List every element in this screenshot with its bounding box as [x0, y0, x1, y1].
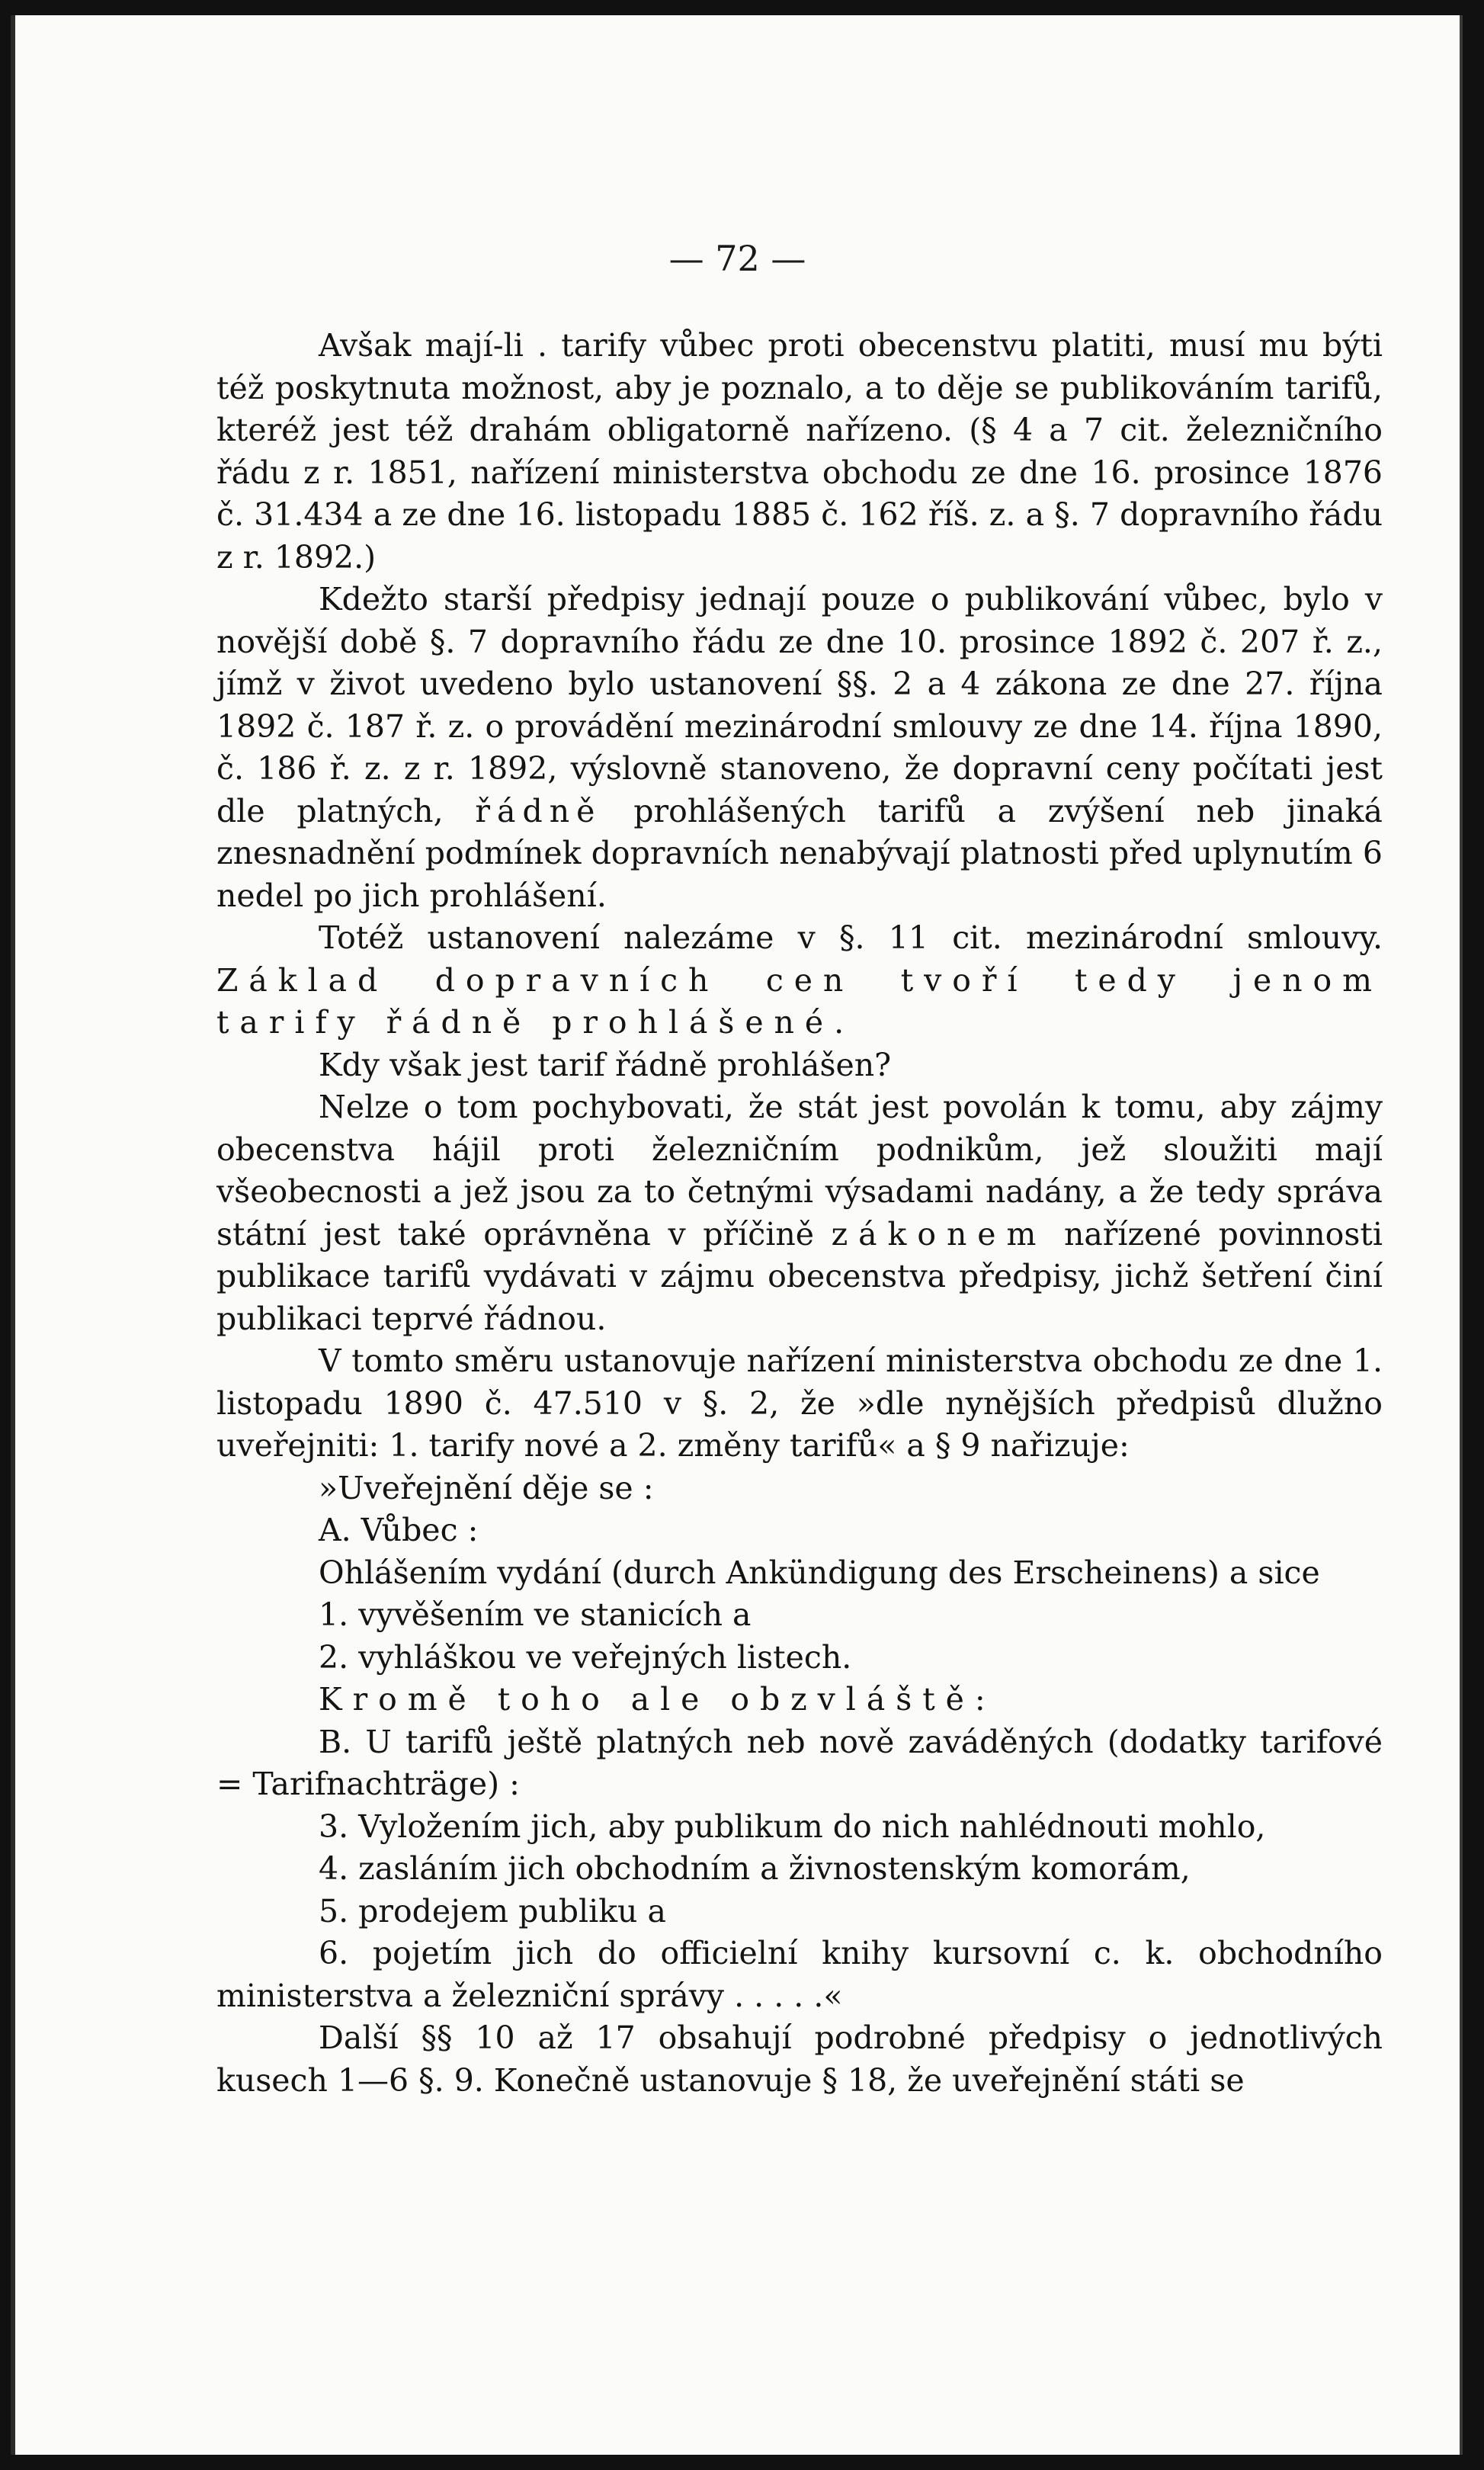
list-line-2: A. Vůbec : — [319, 1512, 479, 1548]
paragraph-5 — [216, 1086, 1383, 1340]
list-line-1: »Uveřejnění děje se : — [319, 1469, 654, 1506]
emphasis-zaklad: Základ dopravních cen tvoří tedy jenom tarify řádně prohlášené. — [216, 961, 1383, 1041]
paragraph-5-part-a: Nelze o tom pochybovati, že stát jest povolán k tomu, aby zájmy obecenstva hájil proti železničním podnikům, jež sloužiti mají všeobecnosti a jež jsou za to četnými výsadami nadány, a že tedy správa státní jest také oprávněna v příčině — [216, 1089, 1383, 1253]
paragraph-6: V tomto směru ustanovuje nařízení ministerstva obchodu ze dne 1. listopadu 1890 č. 47.510 v §. 2, že »dle nynějších předpisů dlužno uveřejniti: 1. tarify nové a 2. změny tarifů« a § 9 nařizuje: — [216, 1342, 1383, 1464]
paragraph-3-part-a: Totéž ustanovení nalezáme v §. 11 cit. mezinárodní smlouvy. — [319, 919, 1383, 956]
emphasis-zakonem: zákonem — [831, 1215, 1047, 1253]
book-page — [11, 15, 1463, 2455]
paragraph-3 — [216, 917, 1383, 1044]
list-line-3: Ohlášením vydání (durch Ankündigung des Erscheinens) a sice — [319, 1554, 1320, 1591]
paragraph-7: B. U tarifů ještě platných neb nově zaváděných (dodatky tarifové = Tarifnachträge) : — [216, 1723, 1383, 1802]
paragraph-2 — [216, 579, 1383, 917]
list-line-4: 1. vyvěšením ve stanicích a — [319, 1596, 752, 1633]
emphasis-radne: řádně — [475, 792, 602, 829]
paragraph-2-part-b: prohlášených tarifů a zvýšení neb jinaká znesnadnění podmínek dopravních nenabývají platnosti před uplynutím 6 nedel po jich prohlášení. — [216, 792, 1383, 914]
paragraph-4: Kdy však jest tarif řádně prohlášen? — [319, 1046, 892, 1083]
body-text — [216, 325, 1383, 2102]
paragraph-8: 6. pojetím jich do officielní knihy kursovní c. k. obchodního ministerstva a železniční správy . . . . .« — [216, 1935, 1383, 2014]
page-number: — 72 — — [668, 238, 806, 279]
paragraph-1: Avšak mají-li . tarify vůbec proti obecenstvu platiti, musí mu býti též poskytnuta možnost, aby je poznalo, a to děje se publikováním tarifů, kteréž jest též drahám obligatorně nařízeno. (§ 4 a 7 cit. železničního řádu z r. 1851, nařízení ministerstva obchodu ze dne 16. prosince 1876 č. 31.434 a ze dne 16. listopadu 1885 č. 162 říš. z. a §. 7 dopravního řádu z r. 1892.) — [216, 327, 1383, 576]
list-line-5: 2. vyhláškou ve veřejných listech. — [319, 1638, 852, 1676]
list-line-8: 4. zasláním jich obchodním a živnostenským komorám, — [319, 1850, 1191, 1887]
paragraph-5-part-b: nařízené povinnosti publikace tarifů vydávati v zájmu obecenstva předpisy, jichž šetření činí publikaci teprvé řádnou. — [216, 1215, 1383, 1337]
paragraph-2-part-a: Kdežto starší předpisy jednají pouze o publikování vůbec, bylo v novější době §. 7 dopravního řádu ze dne 10. prosince 1892 č. 207 ř. z., jímž v život uvedeno bylo ustanovení §§. 2 a 4 zákona ze dne 27. října 1892 č. 187 ř. z. o provádění mezinárodní smlouvy ze dne 14. října 1890, č. 186 ř. z. z r. 1892, výslovně stanoveno, že dopravní ceny počítati jest dle platných, — [216, 581, 1383, 829]
list-line-6: Kromě toho ale obzvláště: — [319, 1681, 996, 1718]
list-line-7: 3. Vyložením jich, aby publikum do nich nahlédnouti mohlo, — [319, 1808, 1266, 1845]
list-line-9: 5. prodejem publiku a — [319, 1892, 666, 1929]
paragraph-9: Další §§ 10 až 17 obsahují podrobné předpisy o jednotlivých kusech 1—6 §. 9. Konečně ustanovuje § 18, že uveřejnění státi se — [216, 2019, 1383, 2099]
